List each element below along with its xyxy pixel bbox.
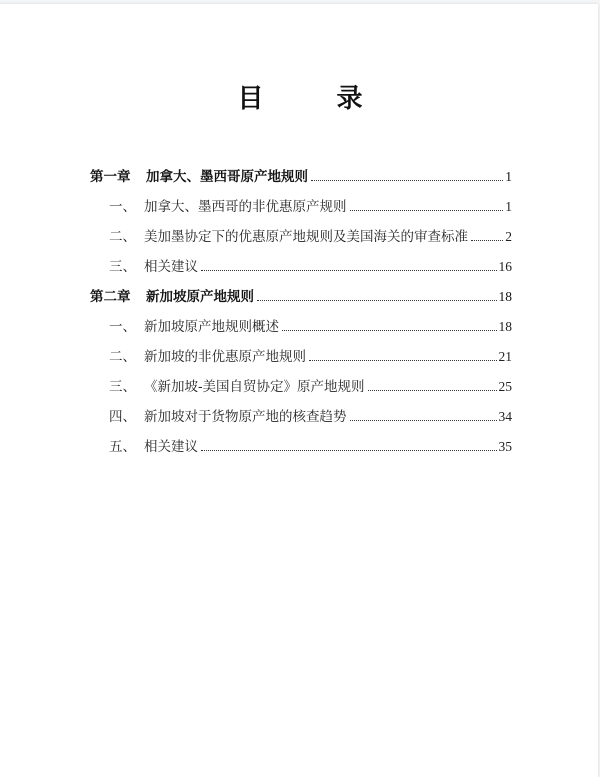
dot-leader (471, 240, 503, 241)
toc-entry-text: 加拿大、墨西哥原产地规则 (146, 169, 308, 185)
toc-entry-number: 四、 (109, 409, 136, 425)
toc-entry-section[interactable] (90, 316, 512, 346)
toc-entry-text: 加拿大、墨西哥的非优惠原产规则 (144, 199, 347, 215)
dot-leader (257, 300, 497, 301)
toc-entry-number: 三、 (109, 259, 136, 275)
toc-entry-text: 相关建议 (144, 439, 198, 455)
toc-entry-text: 《新加坡-美国自贸协定》原产地规则 (144, 379, 365, 395)
dot-leader (311, 180, 503, 181)
dot-leader (350, 210, 504, 211)
toc-entry-page: 34 (498, 409, 512, 424)
toc-entry-page: 35 (498, 439, 512, 454)
toc-entry-text: 新加坡原产地规则 (146, 289, 254, 305)
toc-entry-page: 18 (498, 319, 512, 334)
toc-entry-page: 18 (498, 289, 512, 304)
toc-entry-chapter-1[interactable] (90, 166, 512, 196)
toc-entry-page: 1 (505, 199, 512, 214)
dot-leader (282, 330, 497, 331)
toc-entry-number: 五、 (109, 439, 136, 455)
toc-entry-page: 21 (498, 349, 512, 364)
toc-entry-page: 25 (498, 379, 512, 394)
dot-leader (350, 420, 497, 421)
toc-entry-page: 1 (505, 169, 512, 184)
toc-entry-page: 16 (498, 259, 512, 274)
toc-title: 目 录 (237, 84, 395, 114)
toc-entry-number: 二、 (109, 349, 136, 365)
toc-entry-section[interactable] (90, 196, 512, 226)
toc-entry-number: 三、 (109, 379, 136, 395)
toc-entry-number: 一、 (109, 319, 136, 335)
toc-entry-text: 新加坡对于货物原产地的核查趋势 (144, 409, 347, 425)
toc-entry-section[interactable] (90, 376, 512, 406)
dot-leader (368, 390, 497, 391)
toc-entry-page: 2 (505, 229, 512, 244)
toc-entry-section[interactable] (90, 436, 512, 466)
dot-leader (201, 270, 497, 271)
dot-leader (201, 450, 497, 451)
toc-entry-number: 一、 (109, 199, 136, 215)
toc-entry-text: 新加坡的非优惠原产地规则 (144, 349, 306, 365)
toc-entry-text: 美加墨协定下的优惠原产地规则及美国海关的审查标准 (144, 229, 468, 245)
document-page (0, 4, 598, 777)
toc-entry-section[interactable] (90, 406, 512, 436)
toc-entry-number: 二、 (109, 229, 136, 245)
toc-entry-chapter-2[interactable] (90, 286, 512, 316)
table-of-contents (90, 166, 512, 466)
toc-entry-text: 新加坡原产地规则概述 (144, 319, 279, 335)
toc-entry-text: 相关建议 (144, 259, 198, 275)
toc-entry-number: 第二章 (90, 289, 131, 305)
toc-entry-number: 第一章 (90, 169, 131, 185)
dot-leader (309, 360, 497, 361)
toc-entry-section[interactable] (90, 346, 512, 376)
toc-entry-section[interactable] (90, 256, 512, 286)
toc-entry-section[interactable] (90, 226, 512, 256)
